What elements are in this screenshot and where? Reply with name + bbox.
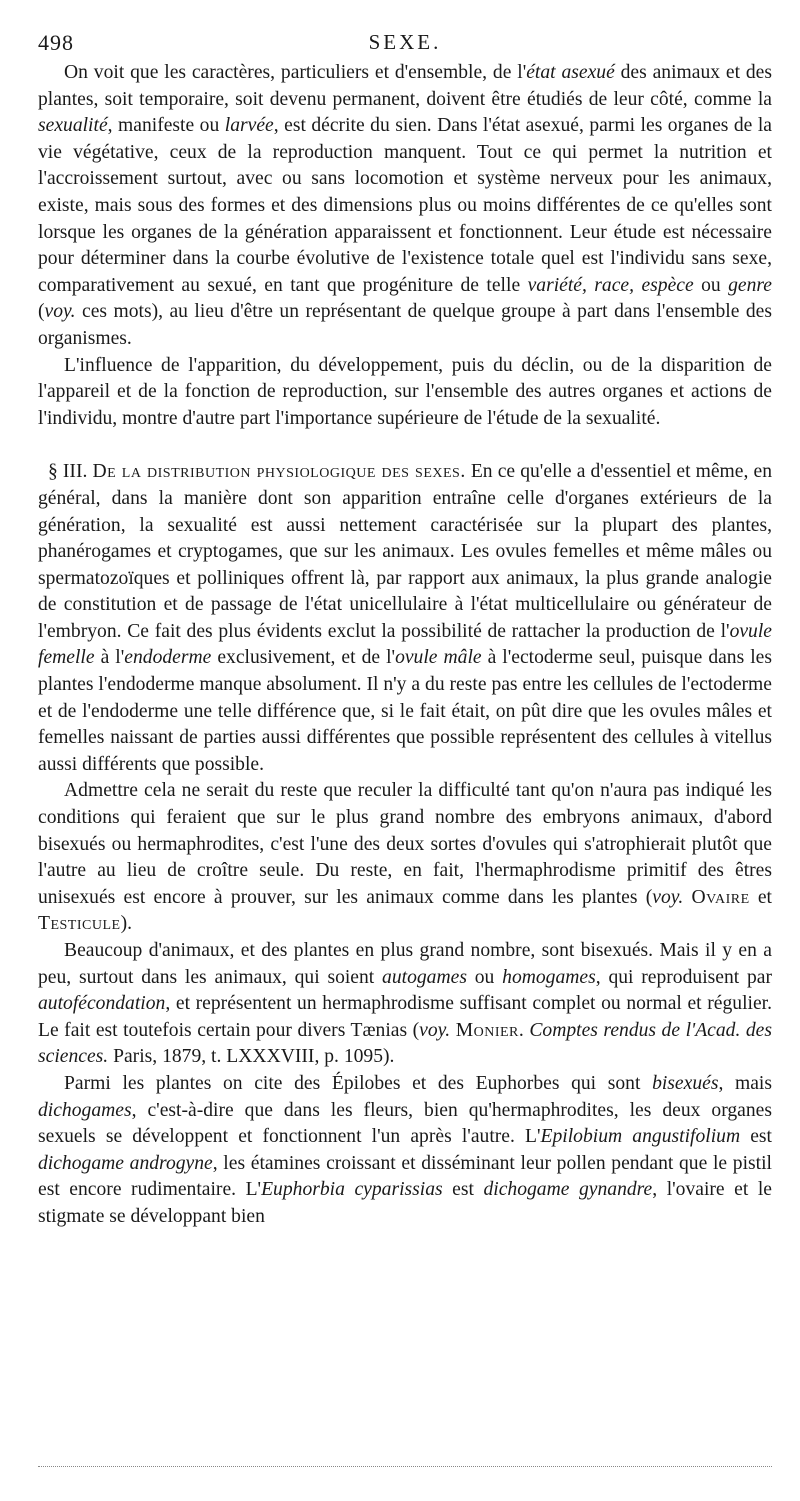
- italic-run: Euphorbia cyparissias: [261, 1179, 443, 1201]
- paragraph-admettre: [38, 778, 772, 938]
- page-header: [38, 0, 772, 60]
- running-title: SEXE.: [368, 30, 442, 54]
- text-run: à l': [94, 647, 125, 669]
- text-run: à l'ectoderme seul, puisque dans les plantes l'endoderme manque absolument. Il n'y a du reste pas entre les cellules de l'ectoderme et de l'endoderme une telle différence que, si le fait était, on pût dire que les ovules mâles et femelles naissant de parties aussi différentes que possible représentent des cellules à vitellus aussi différents que possible.: [38, 647, 773, 775]
- text-run: .: [518, 1019, 530, 1041]
- text-run: , mais: [718, 1072, 772, 1094]
- text-run: , qui reproduisent par: [595, 966, 773, 988]
- text-run: est: [740, 1126, 773, 1148]
- page-number: 498: [38, 30, 74, 55]
- italic-run: bisexués: [652, 1072, 719, 1094]
- paragraph-parmi-les-plantes: [38, 1071, 772, 1231]
- italic-run: variété, race, espèce: [527, 274, 694, 296]
- text-run: L'influence de l'apparition, du développement, puis du déclin, ou de la disparition de l'appareil et de la fonction de reproduction, sur l'ensemble des autres organes et actions de l'individu, montre d'autre part l'importance supérieure de l'étude de la sexualité.: [38, 354, 772, 429]
- body-text: [38, 60, 772, 1231]
- text-run: ou: [693, 274, 729, 296]
- italic-run: voy.: [652, 886, 684, 908]
- text-run: ou: [466, 966, 503, 988]
- italic-run: genre: [728, 274, 772, 296]
- text-run: , c'est-à-dire que dans les fleurs, bien qu'hermaphrodites, les deux organes sexuels se développent et fonctionnent l'un après l'autre. L': [38, 1099, 772, 1148]
- italic-run: état asexué: [526, 62, 615, 83]
- text-run: En ce qu'elle a d'essentiel et même, en général, dans la manière dont son apparition entraîne celle d'organes extérieurs de la génération, la sexualité est aussi nettement caractérisée sur la plupart des plantes, phanérogames et cryptogames, que sur les animaux. Les ovules femelles et même mâles ou spermatozoïques et polliniques offrent là, par rapport aux animaux, la plus grande analogie de constitution et de passage de l'état unicellulaire à l'état multicellulaire ou générateur de l'embryon. Ce fait des plus évidents exclut la possibilité de rattacher la production de l': [38, 461, 772, 642]
- italic-run: autogames: [382, 966, 467, 988]
- text-run: des animaux et des plantes, soit temporaire, soit devenu permanent, doivent être étudiés de leur côté, comme la: [38, 62, 772, 110]
- small-caps-run: Ovaire: [691, 886, 750, 908]
- paragraph-beaucoup: [38, 938, 772, 1071]
- italic-run: sexualité: [38, 115, 108, 137]
- text-run: § III.: [48, 461, 93, 483]
- text-run: , manifeste ou: [107, 115, 225, 137]
- small-caps-run: Testicule: [38, 913, 121, 935]
- italic-run: Comptes rendus de l'Acad. des sciences.: [38, 1019, 773, 1068]
- italic-run: ovule mâle: [395, 647, 482, 669]
- italic-run: ovule femelle: [38, 620, 772, 669]
- italic-run: dichogame gynandre: [483, 1179, 653, 1201]
- italic-run: endoderme: [124, 647, 212, 669]
- italic-run: voy.: [419, 1019, 451, 1041]
- text-run: ).: [120, 913, 133, 935]
- text-run: Beaucoup d'animaux, et des plantes en plus grand nombre, sont bisexués. Mais il y en a peu, surtout dans les animaux, qui soient: [38, 940, 772, 988]
- text-run: , l'ovaire et le stigmate se développant bien: [38, 1179, 772, 1227]
- text-run: Admettre cela ne serait du reste que reculer la difficulté tant qu'on n'aura pas indiqué les conditions qui feraient que sur le plus grand nombre des embryons animaux, d'abord bisexués ou hermaphrodites, c'est l'une des deux sortes d'ovules qui s'atrophierait plutôt que l'autre au lieu de croître seule. Du reste, en fait, l'hermaphrodisme primitif des êtres unisexués est encore à prouver, sur les animaux comme dans les plantes (: [38, 780, 772, 908]
- text-run: exclusivement, et de l': [211, 647, 396, 669]
- section-iii-heading-paragraph: [38, 459, 772, 778]
- paragraph-asexual-state: [38, 60, 772, 353]
- text-run: ces mots), au lieu d'être un représentant de quelque groupe à part dans l'ensemble des organismes.: [38, 301, 772, 349]
- small-caps-run: De la distribution physiologique des sexes.: [92, 461, 466, 483]
- text-run: On voit que les caractères, particuliers et d'ensemble, de l': [64, 62, 527, 83]
- text-run: Paris, 1879, t. LXXXVIII, p. 1095).: [108, 1046, 395, 1068]
- italic-run: dichogame androgyne: [38, 1152, 213, 1174]
- text-run: [683, 887, 691, 908]
- text-run: est: [442, 1179, 484, 1201]
- italic-run: homogames: [502, 966, 596, 988]
- text-run: , est décrite du sien. Dans l'état asexué, parmi les organes de la vie végétative, ceux de la reproduction manquent. Tout ce qui permet la nutrition et l'accroissement surtout, avec ou sans locomotion et système nerveux pour les animaux, existe, mais sous des formes et des dimensions plus ou moins différentes de ce qu'elles sont lorsque les organes de la génération apparaissent et fonctionnent. Leur étude est nécessaire pour déterminer dans la courbe évolutive de l'existence totale quel est l'individu sans sexe, comparativement au sexué, en tant que progéniture de telle: [38, 115, 772, 296]
- italic-run: larvée: [224, 115, 274, 137]
- text-run: et: [749, 886, 772, 908]
- footer-dotted-rule: [38, 1466, 772, 1467]
- italic-run: Epilobium angustifolium: [540, 1126, 741, 1148]
- italic-run: voy.: [44, 301, 76, 323]
- small-caps-run: Monier: [455, 1019, 519, 1041]
- italic-run: autofécondation: [38, 993, 166, 1015]
- italic-run: dichogames: [38, 1099, 132, 1121]
- text-run: , les étamines croissant et disséminant leur pollen pendant que le pistil est encore rudimentaire. L': [38, 1152, 772, 1201]
- text-run: Parmi les plantes on cite des Épilobes et des Euphorbes qui sont: [64, 1072, 653, 1094]
- text-run: , et représentent un hermaphrodisme suffisant complet ou normal et régulier. Le fait est toutefois certain pour divers Tænias (: [38, 993, 772, 1041]
- paragraph-influence: [38, 353, 772, 433]
- text-run: (: [38, 301, 45, 323]
